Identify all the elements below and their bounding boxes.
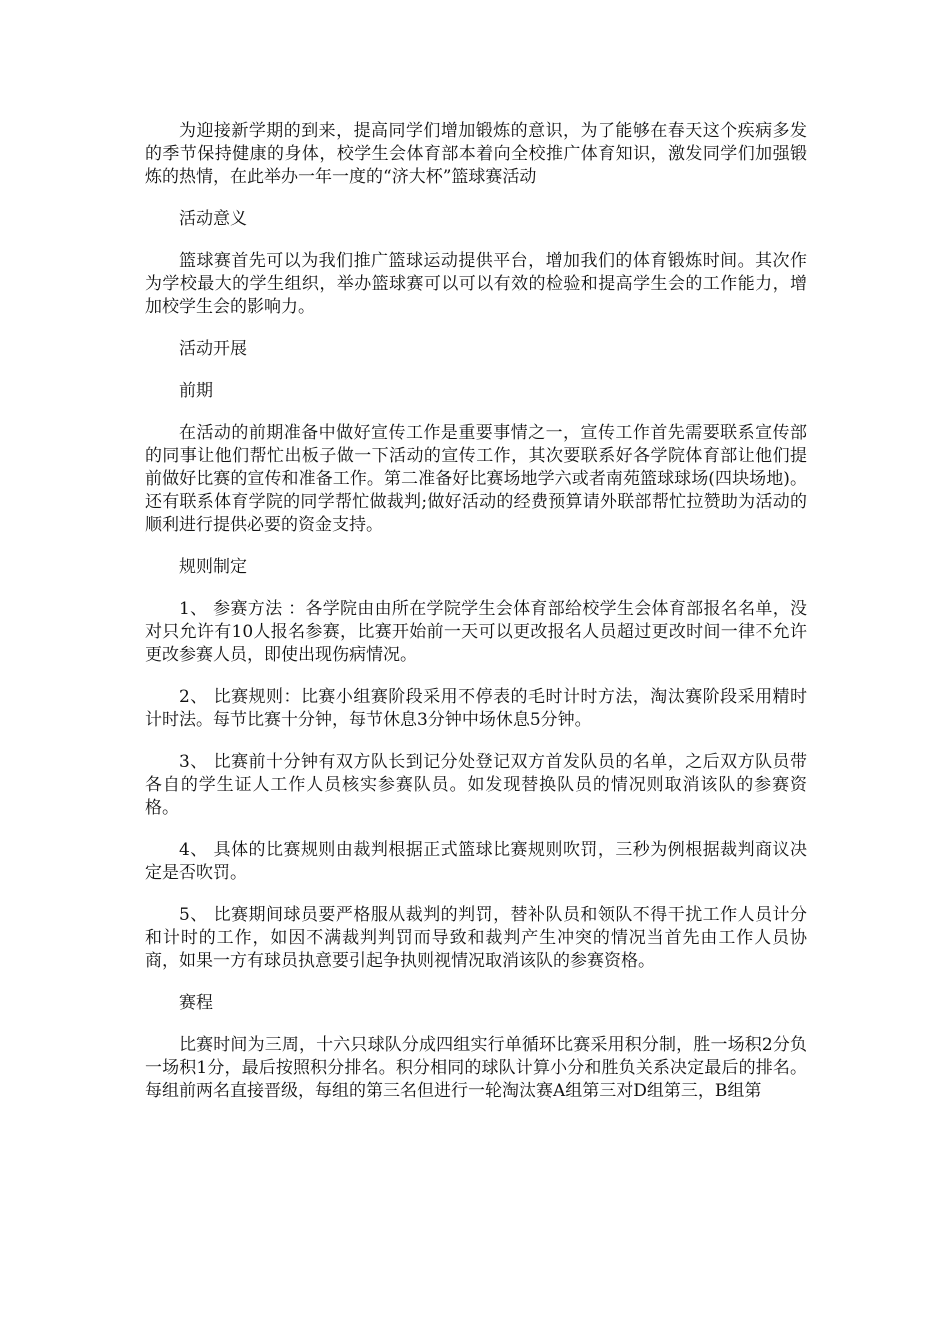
rule-item-5: 5、 比赛期间球员要严格服从裁判的判罚，替补队员和领队不得干扰工作人员计分和计时的工作，如因不满裁判判罚而导致和裁判产生冲突的情况当首先由工作人员协商，如果一方有球员执意要引起争执则视情况取消该队的参赛资格。 [145,905,807,971]
rule-item-3: 3、 比赛前十分钟有双方队长到记分处登记双方首发队员的名单，之后双方队员带各自的学生证人工作人员核实参赛队员。如发现替换队员的情况则取消该队的参赛资格。 [145,752,807,818]
section-heading-schedule: 赛程 [179,993,213,1013]
rule-item-2: 2、 比赛规则：比赛小组赛阶段采用不停表的毛时计时方法，淘汰赛阶段采用精时计时法。每节比赛十分钟，每节休息3分钟中场休息5分钟。 [145,687,807,730]
section-heading-rules: 规则制定 [179,557,247,577]
intro-paragraph: 为迎接新学期的到来，提高同学们增加锻炼的意识，为了能够在春天这个疾病多发的季节保持健康的身体，校学生会体育部本着向全校推广体育知识，激发同学们加强锻炼的热情，在此举办一年一度的“济大杯”篮球赛活动 [145,121,807,187]
section-heading-activities: 活动开展 [179,339,247,359]
section-heading-significance: 活动意义 [179,209,247,229]
document-page [145,120,807,1122]
rule-item-4: 4、 具体的比赛规则由裁判根据正式篮球比赛规则吹罚，三秒为例根据裁判商议决定是否吹罚。 [145,840,807,883]
subsection-heading-early-stage: 前期 [179,381,213,401]
schedule-paragraph: 比赛时间为三周，十六只球队分成四组实行单循环比赛采用积分制，胜一场积2分负一场积1分，最后按照积分排名。积分相同的球队计算小分和胜负关系决定最后的排名。每组前两名直接晋级，每组的第三名但进行一轮淘汰赛A组第三对D组第三，B组第 [145,1035,807,1101]
rule-item-1: 1、 参赛方法 ：各学院由由所在学院学生会体育部给校学生会体育部报名名单，没对只允许有10人报名参赛，比赛开始前一天可以更改报名人员超过更改时间一律不允许更改参赛人员，即使出现伤病情况。 [145,599,807,665]
significance-paragraph: 篮球赛首先可以为我们推广篮球运动提供平台，增加我们的体育锻炼时间。其次作为学校最大的学生组织，举办篮球赛可以可以有效的检验和提高学生会的工作能力，增加校学生会的影响力。 [145,251,807,317]
early-stage-paragraph: 在活动的前期准备中做好宣传工作是重要事情之一，宣传工作首先需要联系宣传部的同事让他们帮忙出板子做一下活动的宣传工作，其次要联系好各学院体育部让他们提前做好比赛的宣传和准备工作。第二准备好比赛场地学六或者南苑篮球球场(四块场地)。还有联系体育学院的同学帮忙做裁判;做好活动的经费预算请外联部帮忙拉赞助为活动的顺利进行提供必要的资金支持。 [145,423,807,535]
